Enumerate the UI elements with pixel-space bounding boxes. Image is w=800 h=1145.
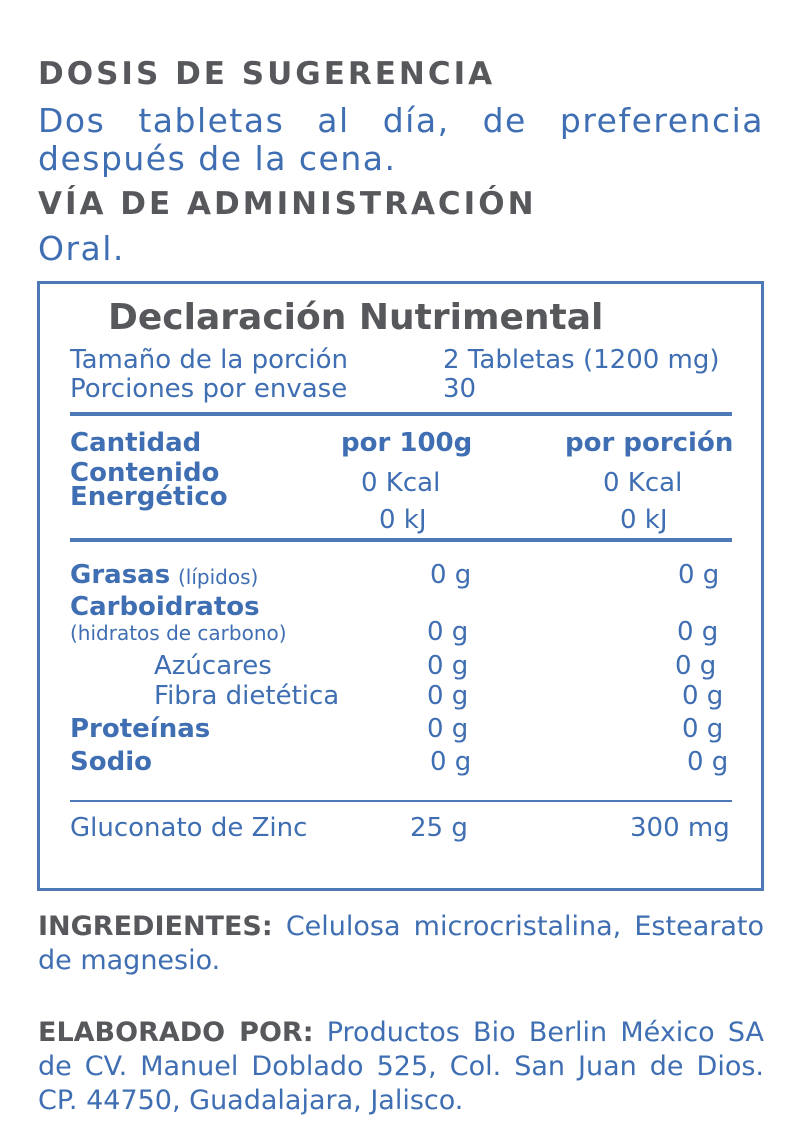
zinc-label: Gluconato de Zinc [70,813,308,843]
ingredients-text: Celulosa microcristalina, Estearato de magnesio. [38,911,764,976]
maker-label: ELABORADO POR: [38,1017,314,1048]
col-per100-header: por 100g [341,428,473,458]
divider-middle [70,538,732,542]
zinc-perserving: 300 mg [630,813,730,843]
sodium-label: Sodio [70,747,152,777]
carbs-label: Carboidratos [70,592,260,622]
maker-block [38,1016,764,1118]
fat-per100: 0 g [430,560,472,590]
protein-perserving: 0 g [682,714,724,744]
energy-kj-per100: 0 kJ [379,505,427,535]
protein-per100: 0 g [427,714,469,744]
nutrition-title: Declaración Nutrimental [108,297,604,338]
fiber-label: Fibra dietética [154,681,340,711]
ingredients-block [38,910,764,978]
dosis-heading: DOSIS DE SUGERENCIA [38,56,496,92]
divider-top [70,412,732,416]
servings-value: 30 [443,374,477,404]
serving-size-value: 2 Tabletas (1200 mg) [443,345,720,375]
carbs-perserving: 0 g [677,617,719,647]
energy-kj-perserving: 0 kJ [620,505,668,535]
sodium-per100: 0 g [430,747,472,777]
energy-label-line2: Energético [70,482,228,512]
fat-label: Grasas [70,560,171,590]
energy-kcal-per100: 0 Kcal [361,468,441,498]
divider-bottom [70,800,732,802]
via-heading: VÍA DE ADMINISTRACIÓN [38,186,537,222]
energy-kcal-perserving: 0 Kcal [603,468,683,498]
ingredients-label: INGREDIENTES: [38,911,273,942]
dosis-text-line1: Dos tabletas al día, de preferencia [38,101,764,140]
sugars-per100: 0 g [427,651,469,681]
servings-label: Porciones por envase [70,374,348,404]
col-amount-header: Cantidad [70,428,202,458]
sugars-perserving: 0 g [675,651,717,681]
dosis-text-line2: después de la cena. [38,139,397,178]
zinc-per100: 25 g [410,813,468,843]
maker-text: Productos Bio Berlin México SA de CV. Manuel Doblado 525, Col. San Juan de Dios. CP. 44750, Guadalajara, Jalisco. [38,1017,764,1116]
via-text: Oral. [38,229,125,268]
col-perserving-header: por porción [565,428,734,458]
carbs-sublabel: (hidratos de carbono) [70,621,287,645]
protein-label: Proteínas [70,714,211,744]
fat-perserving: 0 g [678,560,720,590]
fiber-perserving: 0 g [682,681,724,711]
energy-label-line1: Contenido [70,458,220,488]
sugars-label: Azúcares [154,651,272,681]
carbs-per100: 0 g [427,617,469,647]
fat-sublabel: (lípidos) [178,565,259,589]
sodium-perserving: 0 g [687,747,729,777]
serving-size-label: Tamaño de la porción [70,345,349,375]
fiber-per100: 0 g [427,681,469,711]
